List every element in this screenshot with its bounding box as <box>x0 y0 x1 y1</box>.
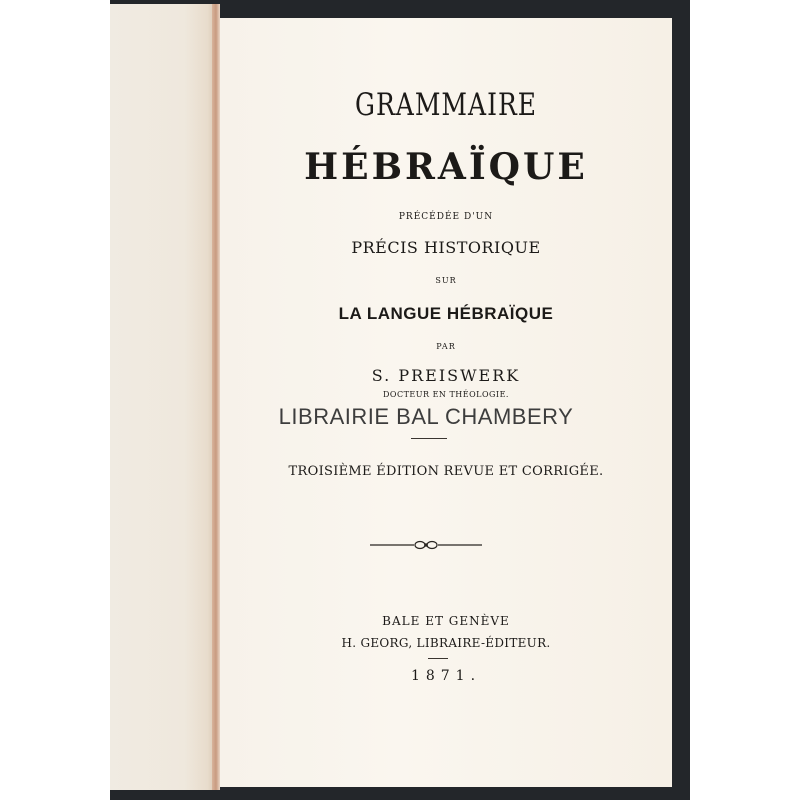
sur-text: SUR <box>435 276 457 285</box>
title-page <box>220 18 672 787</box>
title-line-1: GRAMMAIRE <box>354 86 538 123</box>
title-line-2: HÉBRAÏQUE <box>304 146 588 188</box>
left-page <box>110 4 216 790</box>
subtitle: PRÉCIS HISTORIQUE <box>351 238 541 257</box>
small-divider-rule <box>428 658 448 659</box>
author-title: DOCTEUR EN THÉOLOGIE. <box>383 390 509 399</box>
watermark-text: LIBRAIRIE BAL CHAMBERY <box>278 404 574 429</box>
preceded-by-text: PRÉCÉDÉE D'UN <box>398 212 494 222</box>
edition-line: TROISIÈME ÉDITION REVUE ET CORRIGÉE. <box>288 464 604 479</box>
author-name: S. PREISWERK <box>371 366 521 385</box>
divider-rule <box>411 438 447 439</box>
ornament-rule-icon <box>370 538 482 552</box>
subject-line: LA LANGUE HÉBRAÏQUE <box>338 304 554 323</box>
place-line: BALE ET GENÈVE <box>382 614 510 628</box>
publisher-line: H. GEORG, LIBRAIRE-ÉDITEUR. <box>341 636 551 650</box>
par-text: PAR <box>436 342 456 351</box>
page-gutter <box>212 4 220 790</box>
year-line: 1871. <box>410 668 482 684</box>
